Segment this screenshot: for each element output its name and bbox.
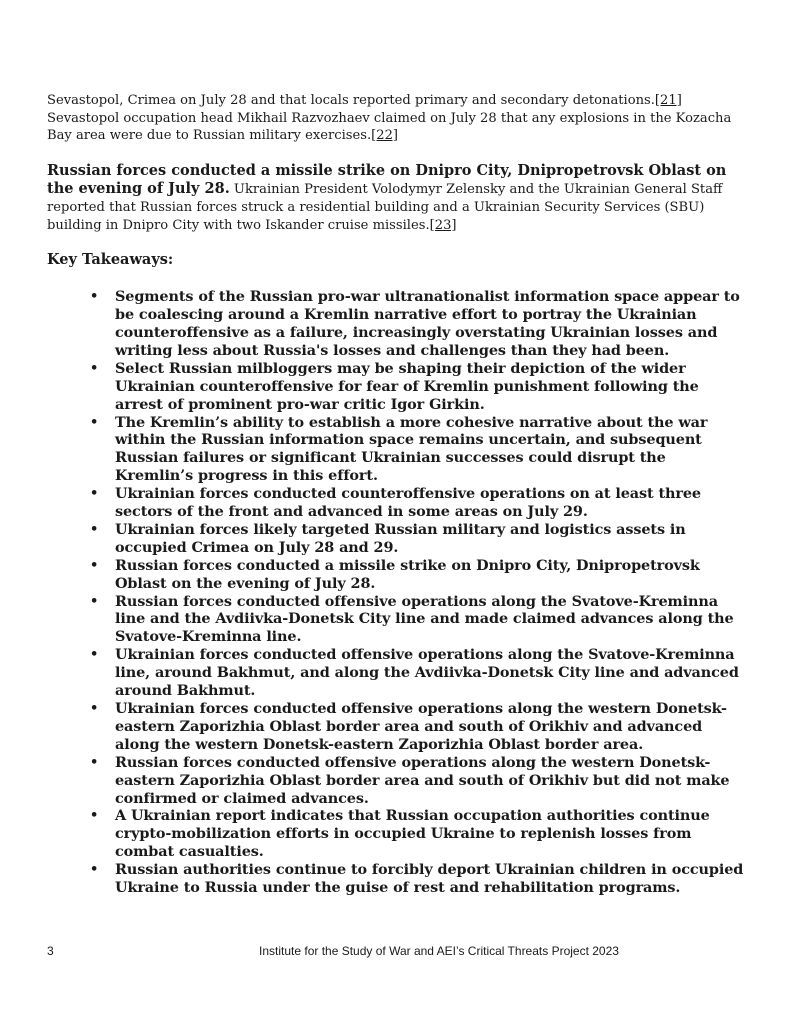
bullet-icon: •	[90, 754, 99, 770]
bullet-icon: •	[90, 593, 99, 609]
page-number: 3	[47, 944, 54, 958]
bullet-icon: •	[90, 486, 99, 502]
footer-organization: Institute for the Study of War and AEI’s Critical Threats Project 2023	[259, 944, 619, 958]
list-item-text: Ukrainian forces conducted offensive operations along the Svatove-Kreminna line, around Bakhmut, and along the Avdiivka-Donetsk City line and advanced around Bakhmut.	[115, 646, 739, 700]
paragraph-text: Ukrainian President Volodymyr Zelensky and the Ukrainian General Staff reported that Russian forces struck a residential building and a Ukrainian Security Services (SBU) building in Dnipro City with two Iskander cruise missiles.	[47, 182, 723, 233]
paragraph-dnipro-strike	[47, 162, 747, 234]
citation-link-22[interactable]: [22]	[371, 128, 399, 144]
list-item-text: Russian forces conducted a missile strike on Dnipro City, Dnipropetrovsk Oblast on the evening of July 28.	[115, 556, 700, 592]
bullet-icon: •	[90, 701, 99, 716]
list-item	[90, 700, 747, 754]
bullet-icon: •	[90, 647, 99, 663]
list-item	[90, 556, 747, 593]
bullet-icon: •	[90, 557, 99, 573]
list-item	[90, 485, 747, 521]
list-item	[90, 592, 747, 647]
list-item-text: The Kremlin’s ability to establish a more cohesive narrative about the war within the Russian information space remains uncertain, and subsequent Russian failures or significant Ukrainian successes could disrupt the Kremlin’s progress in this effort.	[115, 413, 708, 485]
list-item-text: Segments of the Russian pro-war ultranationalist information space appear to be coalescing around a Kremlin narrative effort to portray the Ukrainian counteroffensive as a failure, increasingly overstating Ukrainian losses and writing less about Russia's losses and challenges than they had been.	[115, 288, 740, 359]
citation-link-23[interactable]: [23]	[429, 217, 457, 233]
paragraph-text: Sevastopol, Crimea on July 28 and that locals reported primary and secondary detonations.	[47, 93, 655, 108]
paragraph-text: Sevastopol occupation head Mikhail Razvozhaev claimed on July 28 that any explosions in the Kozacha Bay area were due to Russian military exercises.	[47, 110, 732, 144]
bullet-icon: •	[90, 808, 99, 824]
bullet-icon: •	[90, 521, 99, 537]
list-item	[90, 413, 747, 486]
paragraph-sevastopol	[47, 92, 747, 145]
bullet-icon: •	[90, 862, 99, 878]
list-item	[90, 520, 747, 557]
list-item-text: A Ukrainian report indicates that Russian occupation authorities continue crypto-mobilization efforts in occupied Ukraine to replenish losses from combat casualties.	[115, 807, 710, 861]
list-item	[90, 861, 747, 897]
paragraph-lead: Russian forces conducted a missile strike on Dnipro City, Dnipropetrovsk Oblast on the evening of July 28.	[47, 161, 727, 198]
list-item-text: Ukrainian forces conducted counteroffensive operations on at least three sectors of the front and advanced in some areas on July 29.	[115, 485, 701, 521]
document-page	[47, 92, 747, 897]
list-item	[90, 753, 747, 808]
list-item	[90, 807, 747, 861]
list-item	[90, 359, 747, 414]
list-item-text: Ukrainian forces conducted offensive operations along the western Donetsk-eastern Zaporizhia Oblast border area and south of Orikhiv and advanced along the western Donetsk-eastern Zaporizhia Oblast border area.	[115, 700, 727, 753]
list-item-text: Ukrainian forces likely targeted Russian military and logistics assets in occupied Crimea on July 28 and 29.	[115, 520, 686, 556]
bullet-icon: •	[90, 289, 99, 305]
bullet-icon: •	[90, 414, 99, 430]
list-item	[90, 288, 747, 360]
key-takeaways-list	[47, 288, 747, 897]
bullet-icon: •	[90, 360, 99, 376]
list-item-text: Select Russian milbloggers may be shaping their depiction of the wider Ukrainian counteroffensive for fear of Kremlin punishment following the arrest of prominent pro-war critic Igor Girkin.	[115, 359, 699, 413]
list-item	[90, 646, 747, 700]
citation-link-21[interactable]: [21]	[654, 93, 682, 108]
list-item-text: Russian authorities continue to forcibly deport Ukrainian children in occupied Ukraine to Russia under the guise of rest and rehabilitation programs.	[115, 861, 744, 897]
list-item-text: Russian forces conducted offensive operations along the western Donetsk-eastern Zaporizhia Oblast border area and south of Orikhiv but did not make confirmed or claimed advances.	[115, 753, 730, 807]
list-item-text: Russian forces conducted offensive operations along the Svatove-Kreminna line and the Avdiivka-Donetsk City line and made claimed advances along the Svatove-Kreminna line.	[115, 592, 734, 646]
key-takeaways-heading: Key Takeaways:	[47, 251, 174, 269]
